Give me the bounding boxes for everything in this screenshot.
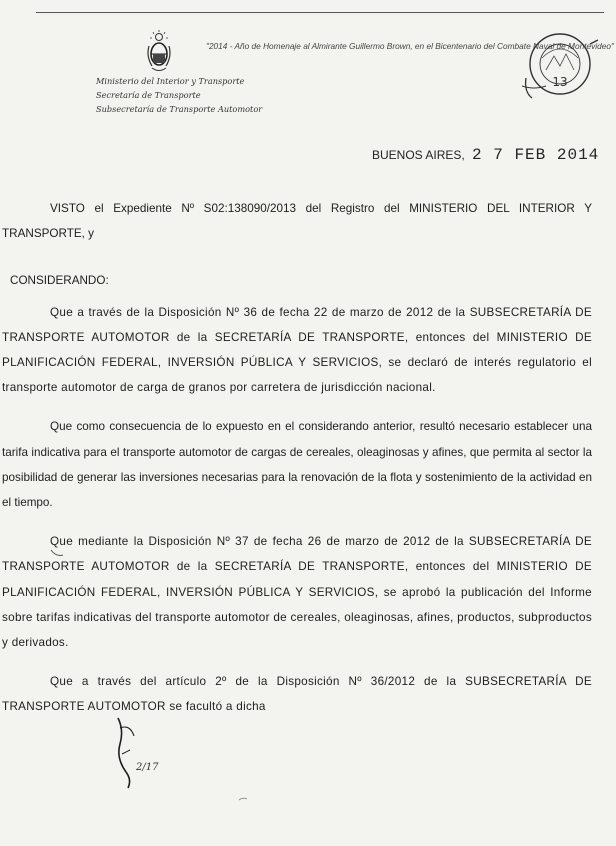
dateline (372, 146, 599, 164)
considerando-heading: CONSIDERANDO: (10, 274, 109, 288)
agency-line-secretariat: Secretaría de Transporte (96, 90, 201, 100)
visto-paragraph: VISTO el Expediente Nº S02:138090/2013 del Registro del MINISTERIO DEL INTERIOR Y TRANSPORTE, y (2, 202, 592, 241)
considerando-paragraph-1: Que a través de la Disposición Nº 36 de fecha 22 de marzo de 2012 de la SUBSECRETARÍA DE TRANSPORTE AUTOMOTOR de la SECRETARÍA DE TRANSPORTE, entonces del MINISTERIO DE PLANIFICACIÓN FEDERAL, INVERSIÓN PÚBLICA Y SERVICIOS, se declaró de interés regulatorio el transporte automotor de carga de granos por carretera de jurisdicción nacional. (2, 305, 592, 395)
official-seal-stamp (516, 26, 606, 108)
margin-tick-mark (50, 548, 64, 558)
dateline-city: BUENOS AIRES, (372, 148, 465, 162)
signature-initials: 2/17 (136, 762, 159, 773)
year-motto: "2014 - Año de Homenaje al Almirante Guillermo Brown, en el Bicentenario del Combate Naval de Montevideo" (206, 41, 614, 51)
considerando-paragraph-3: Que mediante la Disposición Nº 37 de fecha 26 de marzo de 2012 de la SUBSECRETARÍA DE TRANSPORTE AUTOMOTOR de la SECRETARÍA DE TRANSPORTE, entonces del MINISTERIO DE PLANIFICACIÓN FEDERAL, INVERSIÓN PÚBLICA Y SERVICIOS, se aprobó la publicación del Informe sobre tarifas indicativas del transporte automotor de cereales, oleaginosas, afines, productos, subproductos y derivados. (2, 535, 592, 650)
agency-line-ministry: Ministerio del Interior y Transporte (96, 76, 245, 86)
document-body (2, 196, 592, 720)
coat-of-arms-icon (144, 30, 174, 74)
considerando-paragraph-4: Que a través del artículo 2º de la Disposición Nº 36/2012 de la SUBSECRETARÍA DE TRANSPORTE AUTOMOTOR se facultó a dicha (2, 675, 592, 714)
stamp-number: 13 (552, 75, 568, 89)
paper-speck (238, 796, 248, 802)
agency-letterhead (96, 74, 262, 116)
top-rule (36, 12, 604, 13)
handwritten-signature (104, 714, 164, 790)
considerando-paragraph-2: Que como consecuencia de lo expuesto en el considerando anterior, resultó necesario establecer una tarifa indicativa para el transporte automotor de cargas de cereales, oleaginosas y afines, que permita al sector la posibilidad de generar las inversiones necesarias para la renovación de la flota y sostenimiento de la actividad en el tiempo. (2, 420, 592, 510)
stamped-date: 2 7 FEB 2014 (472, 146, 600, 164)
agency-line-subsecretariat: Subsecretaría de Transporte Automotor (96, 104, 263, 114)
